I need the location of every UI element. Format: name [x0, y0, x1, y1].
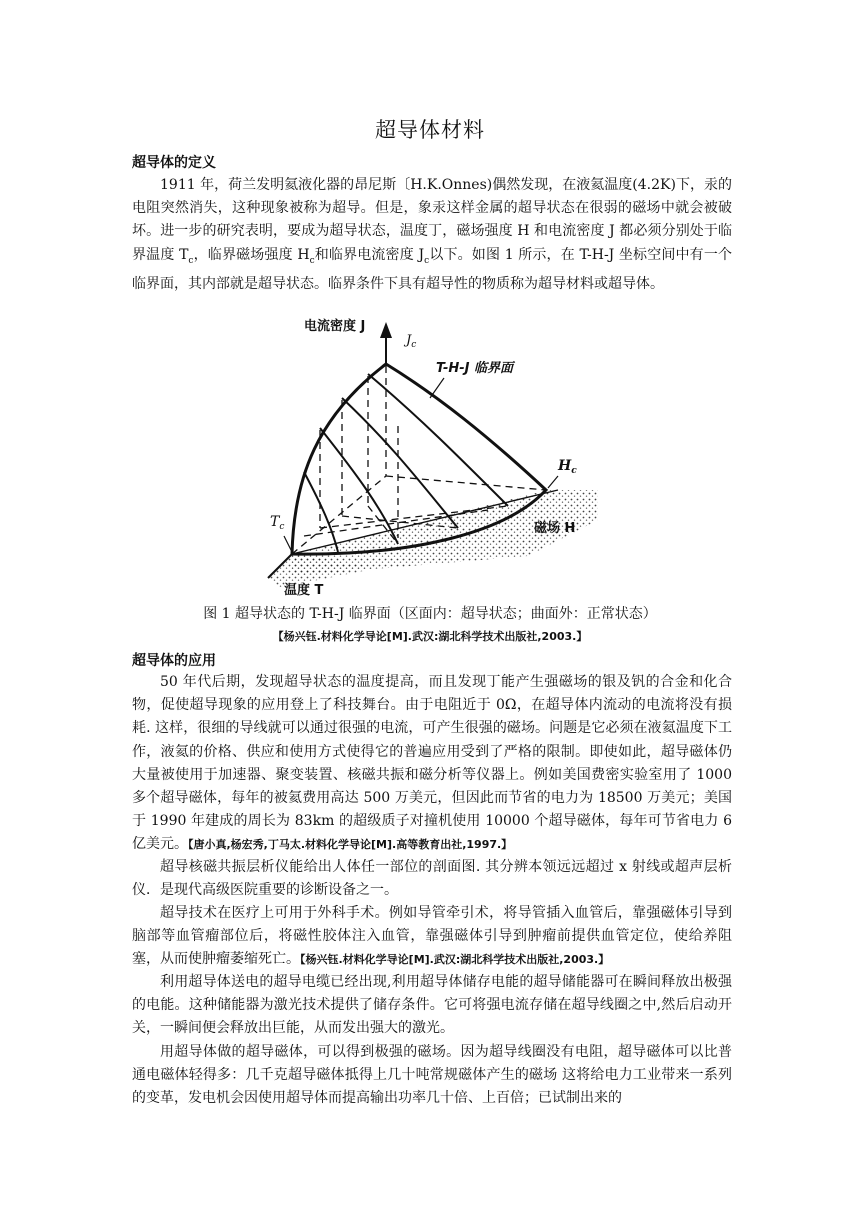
critical-surface-figure: [258, 306, 602, 598]
page-title: 超导体材料: [375, 118, 485, 142]
jc-label: $J_c$: [406, 333, 417, 350]
section-heading-applications: 超导体的应用: [132, 653, 216, 669]
contour-2: [342, 398, 458, 528]
contour-3: [320, 428, 398, 544]
paragraph-applications-5: 用超导体做的超导磁体，可以得到极强的磁场。因为超导线圈没有电阻，超导磁体可以比普通电磁体轻得多：几千克超导磁体抵得上几十吨常规磁体产生的磁场 这将给电力工业带来一系列的变革，发电机会因使用超导体而提高输出功率几十倍、上百倍；已试制出来的: [132, 1044, 732, 1107]
t-axis-label: 温度 T: [284, 583, 324, 598]
contour-4: [304, 472, 338, 552]
surface-label: T-H-J 临界面: [436, 361, 513, 376]
tc-label: $T_c$: [270, 514, 285, 532]
tc-pointer: [284, 536, 292, 552]
reference-tang: 【唐小真,杨宏秀,丁马太.材料化学导论[M].高等教育出社,1997.】: [188, 838, 513, 852]
hc-label: $H_c$: [558, 458, 577, 476]
figure-caption: 图 1 超导状态的 T-H-J 临界面（区面内：超导状态；曲面外：正常状态）: [203, 606, 657, 622]
section-heading-definition: 超导体的定义: [132, 155, 216, 171]
paragraph-applications-1: 50 年代后期，发现超导状态的温度提高，而且发现丁能产生强磁场的银及钒的合金和化合物，促使超导现象的应用登上了科技舞台。由于电阻近于 0Ω，在超导体内流动的电流将没有损耗. 这样，很细的导线就可以通过很强的电流，可产生很强的磁场。问题是它必须在液氦温度下工作，液氦的价格、供应和使用方式使得它的普遍应用受到了严格的限制。即使如此，超导磁体仍大量被使用于加速器、聚变装置、核磁共振和磁分析等仪器上。例如美国费密实验室用了 1000 多个超导磁体，每年的被氦费用高达 500 万美元，但因此而节省的电力为 18500 万美元；美国于 1990 年建成的周长为 83km 的超级质子对撞机使用 10000 个超导磁体，每年可节省电力 6 亿美元。【唐小真,杨宏秀,丁马太.材料化学导论[M].高等教育出社,1997.】: [132, 674, 732, 853]
figure-source: 【杨兴钰.材料化学导论[M].武汉:湖北科学技术出版社,2003.】: [272, 630, 588, 643]
contour-1: [368, 374, 508, 506]
paragraph-applications-4: 利用超导体送电的超导电缆已经出现,利用超导体储存电能的超导储能器可在瞬间释放出极强的电能。这种储能器为激光技术提供了储存条件。它可将强电流存储在超导线圈之中,然后启动开关，一瞬间便会释放出巨能，从而发出强大的激光。: [132, 974, 732, 1037]
paragraph-definition: 1911 年，荷兰发明氦液化器的昂尼斯〔H.K.Onnes)偶然发现，在液氦温度(4.2K)下，汞的电阻突然消失，这种现象被称为超导。但是，象汞这样金属的超导状态在很弱的磁场中就会被破坏。进一步的研究表明，要成为超导状态，温度丁，磁场强度 H 和电流密度 J 都必须分别处于临界温度 $T_c$，临界磁场强度 $H_c$和临界电流密度 $J_c$以下。如图 1 所示，在 T-H-J 坐标空间中有一个临界面，其内部就是超导状态。临界条件下具有超导性的物质称为超导材料或超导体。: [132, 177, 732, 292]
j-axis-label: 电流密度 J: [304, 319, 366, 334]
h-axis-label: 磁场 H: [534, 521, 576, 536]
j-axis-arrow: [380, 322, 392, 338]
paragraph-applications-2: 超导核磁共振层析仪能给出人体任一部位的剖面图. 其分辨本领远远超过 x 射线或超声层析仪．是现代高级医院重要的诊断设备之一。: [132, 859, 732, 899]
paragraph-applications-3: 超导技术在医疗上可用于外科手术。例如导管牵引术，将导管插入血管后，靠强磁体引导到脑部等血管瘤部位后，将磁性胶体注入血管，靠强磁体引导到肿瘤前提供血管定位，使给养阻塞，从而使肿瘤萎缩死亡。【杨兴钰.材料化学导论[M].武汉:湖北科学技术出版社,2003.】: [132, 905, 732, 968]
hc-pointer: [548, 476, 558, 488]
reference-yang: 【杨兴钰.材料化学导论[M].武汉:湖北科学技术出版社,2003.】: [300, 953, 610, 967]
surface-pointer: [430, 378, 444, 398]
